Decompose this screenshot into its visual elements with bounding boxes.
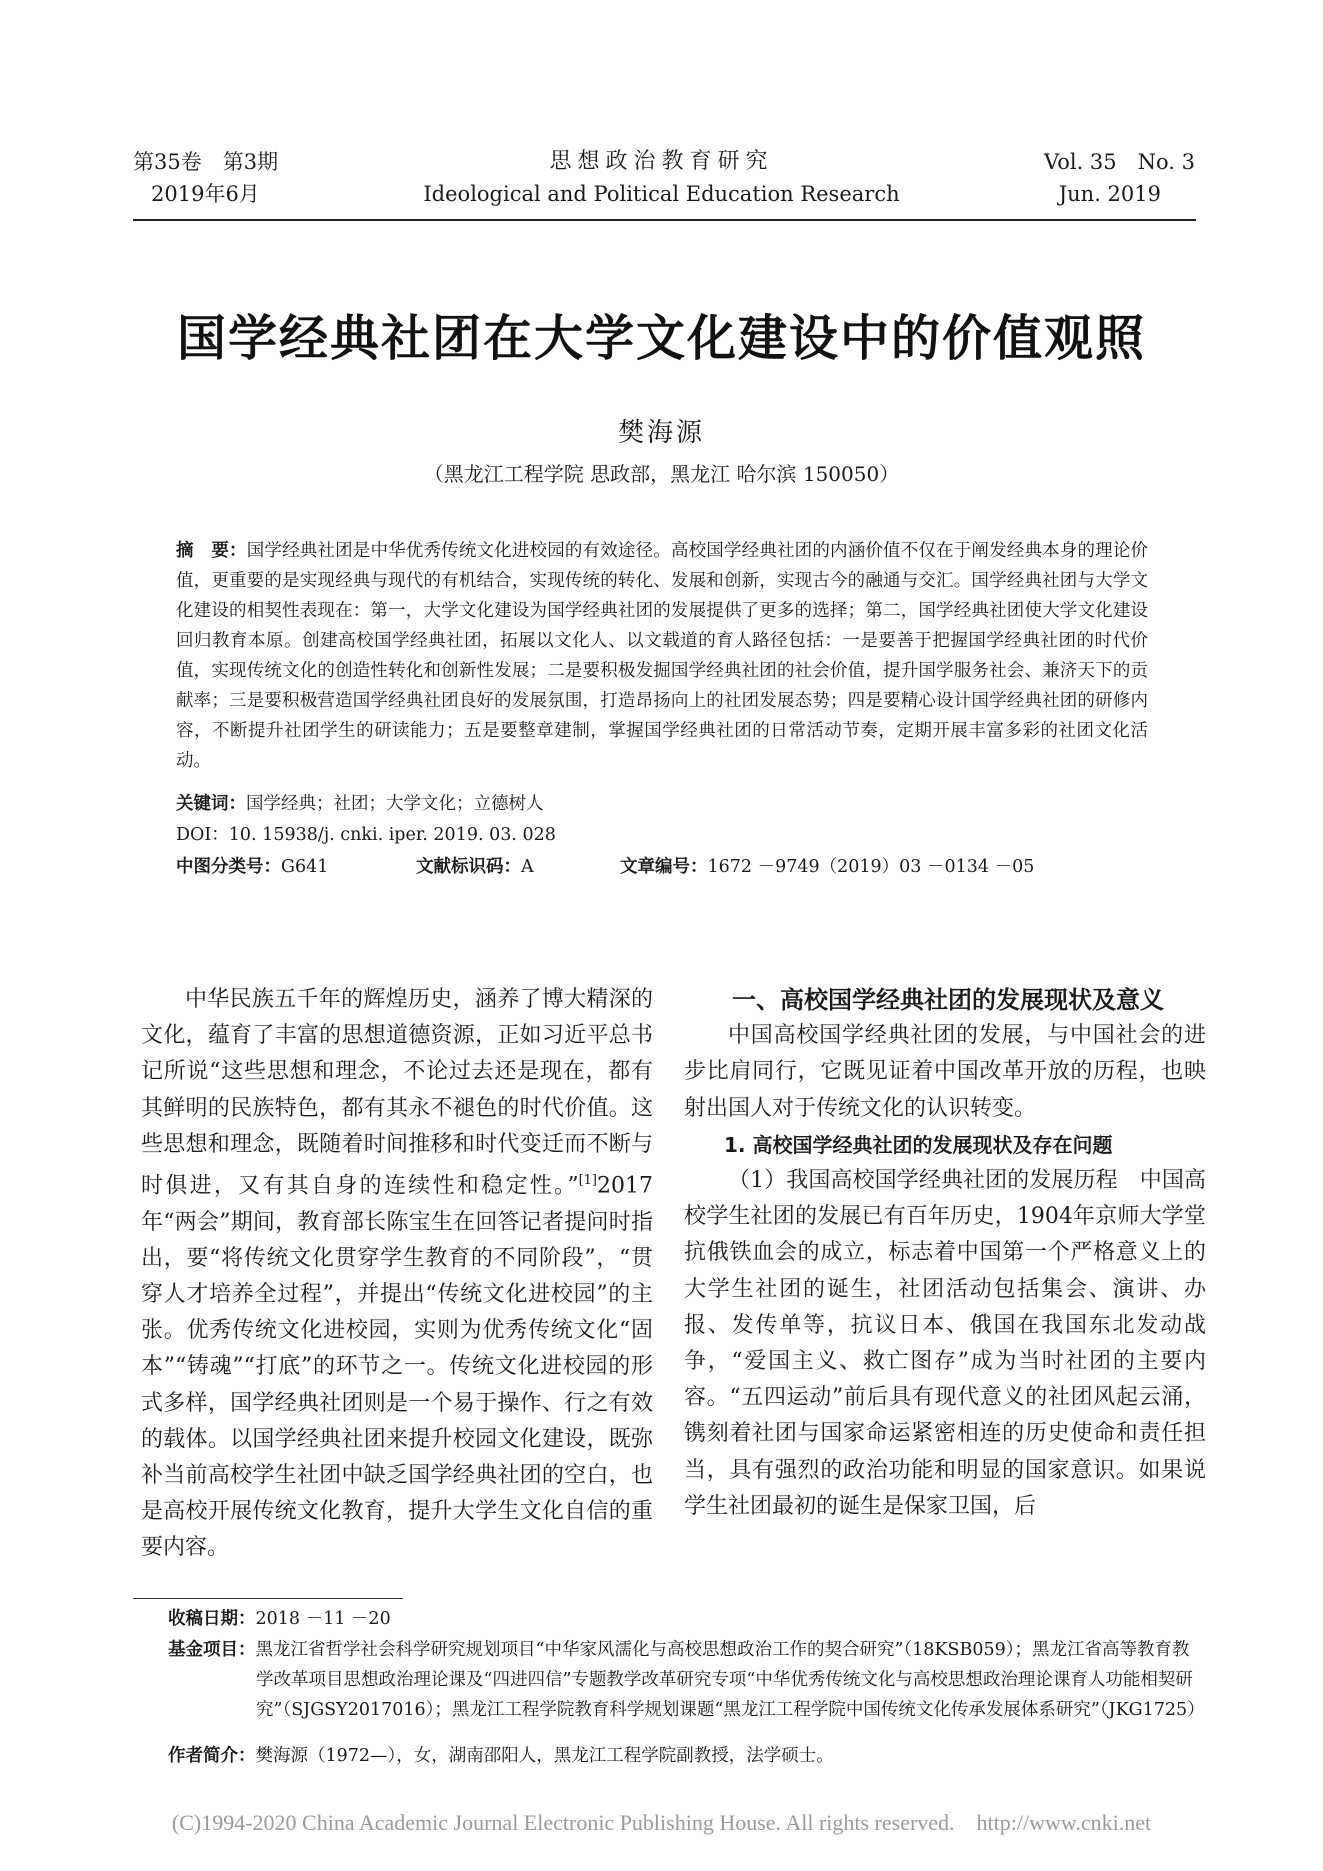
- subsection-1-paragraph: （1）我国高校国学经典社团的发展历程 中国高校学生社团的发展已有百年历史，1904年京师大学堂抗俄铁血会的成立，标志着中国第一个严格意义上的大学生社团的诞生，社团活动包括集会、演讲、办报、发传单等，抗议日本、俄国在我国东北发动战争，“爱国主义、救亡图存”成为当时社团的主要内容。“五四运动”前后具有现代意义的社团风起云涌，镌刻着社团与国家命运紧密相连的历史使命和责任担当，具有强烈的政治功能和明显的国家意识。如果说学生社团最初的诞生是保家卫国，后: [684, 1168, 1206, 1519]
- date-en: Jun. 2019: [1058, 182, 1161, 206]
- footnote-fund: [168, 1635, 1205, 1725]
- date-zh: 2019年6月: [151, 182, 260, 206]
- doi[interactable]: DOI：10. 15938/j. cnki. iper. 2019. 03. 028: [176, 825, 556, 845]
- abstract-text: 国学经典社团是中华优秀传统文化进校园的有效途径。高校国学经典社团的内涵价值不仅在于阐发经典本身的理论价值，更重要的是实现经典与现代的有机结合，实现传统的转化、发展和创新，实现古今的融通与交汇。国学经典社团与大学文化建设的相契性表现在：第一，大学文化建设为国学经典社团的发展提供了更多的选择；第二，国学经典社团使大学文化建设回归教育本原。创建高校国学经典社团，拓展以文化人、以文载道的育人路径包括：一是要善于把握国学经典社团的时代价值，实现传统文化的创造性转化和创新性发展；二是要积极发掘国学经典社团的社会价值，提升国学服务社会、兼济天下的贡献率；三是要积极营造国学经典社团良好的发展氛围，打造昂扬向上的社团发展态势；四是要精心设计国学经典社团的研修内容，不断提升社团学生的研读能力；五是要整章建制，掌握国学经典社团的日常活动节奏，定期开展丰富多彩的社团文化活动。: [176, 541, 1149, 771]
- section-heading-1: 一、高校国学经典社团的发展现状及意义: [732, 986, 1164, 1014]
- doc-label: 文献标识码：: [416, 857, 521, 877]
- article-number: [620, 852, 1034, 882]
- clc-value: G641: [281, 857, 329, 877]
- received-value: 2018 －11 －20: [255, 1609, 391, 1629]
- footnote-received: [168, 1604, 1196, 1634]
- fund-label: 基金项目：: [168, 1640, 256, 1660]
- author-name: 樊海源: [617, 418, 705, 448]
- body-column-right: [684, 982, 1206, 1525]
- abstract-label: 摘 要：: [176, 541, 247, 561]
- clc-label: 中图分类号：: [176, 857, 281, 877]
- footnote-divider: [133, 1598, 403, 1599]
- abstract: [176, 536, 1148, 776]
- footnote-author: [168, 1741, 1196, 1771]
- citation-ref-1[interactable]: [1]: [578, 1173, 597, 1189]
- keywords-text: 国学经典；社团；大学文化；立德树人: [246, 794, 544, 814]
- running-header: [0, 146, 1323, 216]
- copyright-watermark: (C)1994-2020 China Academic Journal Electronic Publishing House. All rights reserved. http://www.cnki.net: [171, 1810, 1152, 1835]
- author-bio-value: 樊海源（1972—），女，湖南邵阳人，黑龙江工程学院副教授，法学硕士。: [255, 1746, 834, 1766]
- header-right: [1044, 146, 1195, 210]
- clc-number: [176, 852, 328, 882]
- section-1-paragraph: 中国高校国学经典社团的发展，与中国社会的进步比肩同行，它既见证着中国改革开放的历程，也映射出国人对于传统文化的认识转变。: [684, 1023, 1206, 1121]
- fund-value: 黑龙江省哲学社会科学研究规划项目“中华家风濡化与高校思想政治工作的契合研究”（18KSB059）；黑龙江省高等教育教学改革项目思想政治理论课及“四进四信”专题教学改革研究专项“中华优秀传统文化与高校思想政治理论课育人功能相契研究”（SJGSY2017016）；黑龙江工程学院教育科学规划课题“黑龙江工程学院中国传统文化传承发展体系研究”（JKG1725）: [255, 1640, 1205, 1720]
- header-divider: [133, 219, 1196, 221]
- author-bio-label: 作者简介：: [168, 1746, 256, 1766]
- intro-paragraph: 中华民族五千年的辉煌历史，涵养了博大精深的文化，蕴育了丰富的思想道德资源，正如习近平总书记所说“这些思想和理念，不论过去还是现在，都有其鲜明的民族特色，都有其永不褪色的时代价值。这些思想和理念，既随着时间推移和时代变迁而不断与时俱进，又有其自身的连续性和稳定性。”[1]2017年“两会”期间，教育部长陈宝生在回答记者提问时指出，要“将传统文化贯穿学生教育的不同阶段”，“贯穿人才培养全过程”，并提出“传统文化进校园”的主张。优秀传统文化进校园，实则为优秀传统文化“固本”“铸魂”“打底”的环节之一。传统文化进校园的形式多样，国学经典社团则是一个易于操作、行之有效的载体。以国学经典社团来提升校园文化建设，既弥补当前高校学生社团中缺乏国学经典社团的空白，也是高校开展传统文化教育，提升大学生文化自信的重要内容。: [141, 987, 653, 1561]
- doc-value: A: [521, 857, 534, 877]
- journal-name-en: Ideological and Political Education Research: [423, 182, 900, 206]
- volume-issue-en: Vol. 35 No. 3: [1043, 150, 1195, 174]
- received-label: 收稿日期：: [168, 1609, 256, 1629]
- doc-code: [416, 852, 534, 882]
- subsection-heading-1: 1. 高校国学经典社团的发展现状及存在问题: [724, 1132, 1113, 1157]
- article-value: 1672 －9749（2019）03 －0134 －05: [707, 857, 1035, 877]
- journal-name-zh: 思想政治教育研究: [549, 149, 774, 174]
- keywords: [176, 789, 544, 819]
- volume-issue-zh: 第35卷 第3期: [133, 150, 279, 174]
- author-affiliation: （黑龙江工程学院 思政部，黑龙江 哈尔滨 150050）: [423, 462, 900, 486]
- paper-title: 国学经典社团在大学文化建设中的价值观照: [176, 310, 1146, 367]
- body-column-left: [141, 982, 653, 1567]
- keywords-label: 关键词：: [176, 794, 246, 814]
- article-label: 文章编号：: [620, 857, 708, 877]
